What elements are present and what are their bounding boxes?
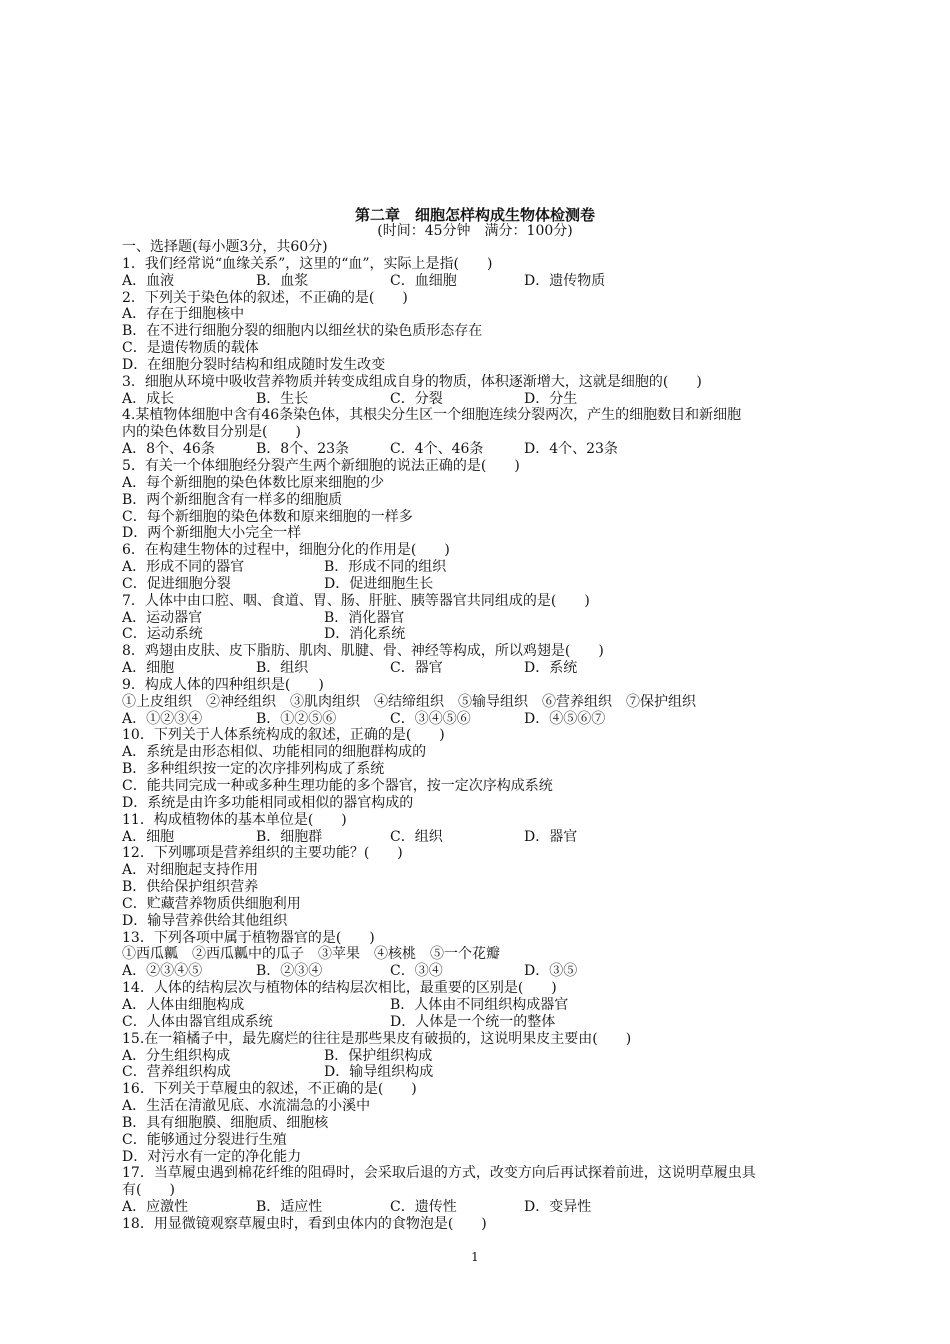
question-item: ⑤输导组织	[458, 693, 528, 710]
answer-option: B．两个新细胞含有一样多的细胞质	[122, 491, 343, 508]
option-row	[122, 559, 862, 576]
question-item: ③苹果	[318, 946, 360, 963]
answer-option: D．器官	[524, 828, 578, 845]
question-stem: 14．人体的结构层次与植物体的结构层次相比，最重要的区别是( )	[122, 980, 557, 997]
option-row	[122, 963, 862, 980]
answer-option: C．遗传性	[390, 1199, 457, 1216]
option-row	[122, 711, 862, 728]
option-row	[122, 273, 862, 290]
answer-option: D．遗传物质	[524, 272, 606, 289]
option-row	[122, 441, 862, 458]
question-stem: 1．我们经常说“血缘关系”，这里的“血”，实际上是指( )	[122, 255, 493, 272]
answer-option: A．血液	[122, 272, 175, 289]
option-row	[122, 1115, 862, 1132]
answer-option: D．对污水有一定的净化能力	[122, 1148, 302, 1165]
answer-option: B．人体由不同组织构成器官	[390, 996, 569, 1013]
question-stem: 18．用显微镜观察草履虫时，看到虫体内的食物泡是( )	[122, 1215, 487, 1232]
question-item: ①上皮组织	[122, 693, 192, 710]
question-item: ⑥营养组织	[542, 693, 612, 710]
answer-option: D．分生	[524, 390, 578, 407]
answer-option: B．①②⑤⑥	[256, 710, 337, 727]
option-row	[122, 1132, 862, 1149]
answer-option: C．能够通过分裂进行生殖	[122, 1131, 287, 1148]
answer-option: D．③⑤	[524, 963, 578, 980]
option-row	[122, 997, 862, 1014]
question-stem: 15.在一箱橘子中，最先腐烂的往往是那些果皮有破损的，这说明果皮主要由( )	[122, 1030, 632, 1047]
answer-option: D．系统是由许多功能相同或相似的器官构成的	[122, 794, 414, 811]
answer-option: B．多种组织按一定的次序排列构成了系统	[122, 761, 385, 778]
option-row	[122, 913, 862, 930]
answer-option: D．系统	[524, 660, 578, 677]
answer-option: C．分裂	[390, 390, 443, 407]
option-row	[122, 1048, 862, 1065]
answer-option: A．细胞	[122, 828, 175, 845]
answer-option: C．能共同完成一种或多种生理功能的多个器官，按一定次序构成系统	[122, 778, 553, 794]
option-row	[122, 879, 862, 896]
question-stem: 2．下列关于染色体的叙述，不正确的是( )	[122, 289, 408, 306]
question-item: ⑤一个花瓣	[430, 946, 500, 963]
option-row	[122, 525, 862, 542]
answer-option: A．应激性	[122, 1199, 189, 1216]
answer-option: A．8个、46条	[122, 441, 215, 458]
answer-option: C．③④	[390, 963, 443, 980]
question-stem: 内的染色体数目分别是( )	[122, 424, 301, 441]
answer-option: A．每个新细胞的染色体数比原来细胞的少	[122, 474, 385, 491]
answer-option: A．成长	[122, 390, 175, 407]
answer-option: B．保护组织构成	[324, 1047, 433, 1064]
answer-option: D．促进细胞生长	[324, 575, 434, 592]
option-row	[122, 1064, 862, 1081]
option-row	[122, 829, 862, 846]
option-row	[122, 1149, 862, 1166]
answer-option: B．形成不同的组织	[324, 559, 447, 576]
answer-option: D．输导营养供给其他组织	[122, 912, 288, 929]
answer-option: B．在不进行细胞分裂的细胞内以细丝状的染色质形态存在	[122, 323, 483, 340]
answer-option: B．8个、23条	[256, 441, 350, 458]
answer-option: A．分生组织构成	[122, 1047, 231, 1064]
answer-option: C．贮藏营养物质供细胞利用	[122, 895, 301, 912]
answer-option: C．血细胞	[390, 272, 457, 289]
option-row	[122, 778, 862, 795]
question-item: ③肌肉组织	[290, 693, 360, 710]
answer-option: C．组织	[390, 828, 443, 845]
answer-option: D．人体是一个统一的整体	[390, 1013, 556, 1030]
question-item: ②神经组织	[206, 693, 276, 710]
answer-option: B．生长	[256, 390, 309, 407]
option-row	[122, 795, 862, 812]
question-stem: 有( )	[122, 1182, 175, 1199]
answer-option: C．器官	[390, 660, 443, 677]
option-row	[122, 626, 862, 643]
answer-option: A．对细胞起支持作用	[122, 862, 259, 879]
option-row	[122, 610, 862, 627]
answer-option: C．营养组织构成	[122, 1064, 231, 1081]
option-row	[122, 1199, 862, 1216]
option-row	[122, 1098, 862, 1115]
answer-option: D．输导组织构成	[324, 1064, 434, 1081]
answer-option: A．形成不同的器官	[122, 559, 245, 576]
option-row	[122, 340, 862, 357]
answer-option: A．系统是由形态相似、功能相同的细胞群构成的	[122, 744, 427, 761]
option-row	[122, 509, 862, 526]
answer-option: A．运动器官	[122, 609, 203, 626]
question-stem: 7．人体中由口腔、咽、食道、胃、肠、肝脏、胰等器官共同组成的是( )	[122, 592, 590, 609]
answer-option: B．细胞群	[256, 828, 323, 845]
answer-option: C．每个新细胞的染色体数和原来细胞的一样多	[122, 508, 413, 525]
answer-option: D．变异性	[524, 1199, 592, 1216]
question-item: ⑦保护组织	[626, 693, 696, 710]
option-row	[122, 357, 862, 374]
question-item: ④结缔组织	[374, 693, 444, 710]
question-stem: 17．当草履虫遇到棉花纤维的阻碍时，会采取后退的方式，改变方向后再试探着前进，这说明草履虫具	[122, 1165, 756, 1182]
question-items	[122, 694, 862, 711]
page-title: 第二章 细胞怎样构成生物体检测卷	[354, 206, 595, 224]
page-number: 1	[471, 1250, 479, 1264]
question-stem: 13．下列各项中属于植物器官的是( )	[122, 929, 375, 946]
question-item: ①西瓜瓤	[122, 946, 178, 963]
answer-option: C．③④⑤⑥	[390, 710, 471, 727]
option-row	[122, 744, 862, 761]
answer-option: D．4个、23条	[524, 441, 618, 458]
option-row	[122, 576, 862, 593]
answer-option: C．促进细胞分裂	[122, 575, 231, 592]
question-stem: 9．构成人体的四种组织是( )	[122, 676, 324, 693]
option-row	[122, 492, 862, 509]
answer-option: B．消化器官	[324, 609, 405, 626]
answer-option: A．细胞	[122, 660, 175, 677]
question-stem: 6．在构建生物体的过程中，细胞分化的作用是( )	[122, 542, 450, 559]
question-stem: 16．下列关于草履虫的叙述，不正确的是( )	[122, 1081, 417, 1098]
option-row	[122, 391, 862, 408]
answer-option: D．两个新细胞大小完全一样	[122, 525, 302, 542]
answer-option: A．①②③④	[122, 710, 203, 727]
option-row	[122, 306, 862, 323]
answer-option: B．具有细胞膜、细胞质、细胞核	[122, 1114, 329, 1131]
answer-option: B．适应性	[256, 1199, 323, 1216]
question-stem: 5．有关一个体细胞经分裂产生两个新细胞的说法正确的是( )	[122, 457, 520, 474]
question-stem: 4.某植物体细胞中含有46条染色体，其根尖分生区一个细胞连续分裂两次，产生的细胞数目和新细胞	[122, 407, 742, 424]
answer-option: A．②③④⑤	[122, 963, 203, 980]
answer-option: C．4个、46条	[390, 441, 484, 458]
option-row	[122, 475, 862, 492]
answer-option: C．运动系统	[122, 626, 203, 643]
page-subtitle: (时间：45分钟 满分：100分)	[377, 223, 573, 239]
answer-option: B．供给保护组织营养	[122, 879, 259, 896]
answer-option: B．血浆	[256, 272, 309, 289]
option-row	[122, 1014, 862, 1031]
section-heading: 一、选择题(每小题3分，共60分)	[122, 239, 328, 255]
option-row	[122, 660, 862, 677]
question-stem: 11．构成植物体的基本单位是( )	[122, 811, 347, 828]
answer-option: D．消化系统	[324, 626, 406, 643]
answer-option: D．④⑤⑥⑦	[524, 710, 606, 727]
option-row	[122, 323, 862, 340]
question-stem: 3．细胞从环境中吸收营养物质并转变成组成自身的物质，体积逐渐增大，这就是细胞的( )	[122, 373, 702, 390]
answer-option: B．②③④	[256, 963, 323, 980]
answer-option: C．是遗传物质的载体	[122, 340, 259, 357]
question-items	[122, 946, 862, 963]
question-stem: 10．下列关于人体系统构成的叙述，正确的是( )	[122, 727, 445, 744]
option-row	[122, 896, 862, 913]
answer-option: D．在细胞分裂时结构和组成随时发生改变	[122, 356, 386, 373]
question-stem: 12．下列哪项是营养组织的主要功能？( )	[122, 845, 403, 862]
option-row	[122, 862, 862, 879]
answer-option: B．组织	[256, 660, 309, 677]
answer-option: C．人体由器官组成系统	[122, 1013, 273, 1030]
question-stem: 8．鸡翅由皮肤、皮下脂肪、肌肉、肌腱、骨、神经等构成，所以鸡翅是( )	[122, 643, 604, 660]
answer-option: A．人体由细胞构成	[122, 996, 245, 1013]
option-row	[122, 761, 862, 778]
question-list	[122, 239, 862, 1233]
question-item: ④核桃	[374, 946, 416, 963]
question-item: ②西瓜瓤中的瓜子	[192, 946, 304, 963]
answer-option: A．生活在清澈见底、水流湍急的小溪中	[122, 1098, 371, 1115]
answer-option: A．存在于细胞核中	[122, 306, 245, 323]
